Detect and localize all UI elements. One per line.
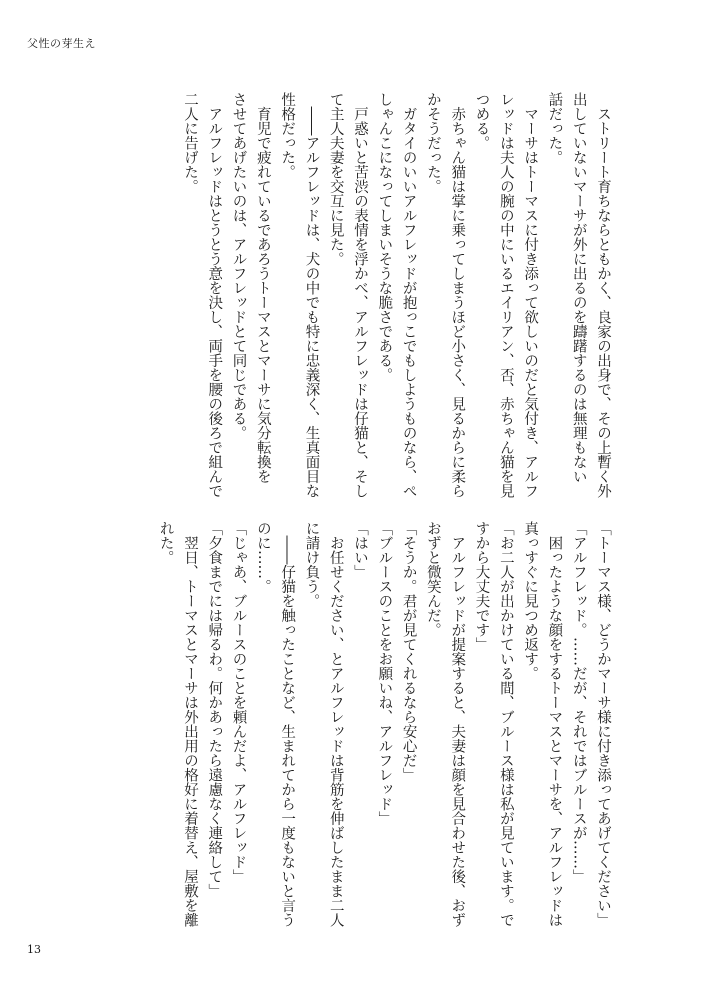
text-line: マーサはトーマスに付き添って欲しいのだと気付き、アルフ bbox=[522, 92, 539, 498]
text-line: ――仔猫を触ったことなど、生まれてから一度もないと言う bbox=[279, 521, 296, 927]
text-line: 「はい」 bbox=[352, 521, 369, 579]
text-line: 話だった。 bbox=[546, 92, 563, 165]
text-line: 「アルフレッド。……だが、それではブルースが……」 bbox=[570, 521, 587, 884]
text-line: アルフレッドはとうとう意を決し、両手を腰の後ろで組んで bbox=[206, 92, 223, 498]
lower-text-block bbox=[80, 521, 615, 927]
text-line: お任せください、とアルフレッドは背筋を伸ばしたまま二人 bbox=[327, 521, 344, 927]
text-line: に請け負う。 bbox=[303, 521, 320, 608]
text-line: 赤ちゃん猫は掌に乗ってしまうほど小さく、見るからに柔ら bbox=[449, 92, 466, 498]
upper-text-block bbox=[80, 92, 615, 498]
text-line: 翌日、トーマスとマーサは外出用の格好に着替え、屋敷を離 bbox=[181, 521, 198, 927]
text-line: させてあげたいのは、アルフレッドとて同じである。 bbox=[230, 92, 247, 440]
text-line: レッドは夫人の腕の中にいるエイリアン、否、赤ちゃん猫を見 bbox=[497, 92, 514, 498]
text-line: 育児で疲れているであろうトーマスとマーサに気分転換を bbox=[254, 92, 271, 484]
text-line: のに……。 bbox=[254, 521, 271, 594]
text-line: れた。 bbox=[157, 521, 174, 565]
text-line: ガタイのいいアルフレッドが抱っこでもしようものなら、ぺ bbox=[400, 92, 417, 498]
text-line: つめる。 bbox=[473, 92, 490, 150]
text-line: 性格だった。 bbox=[279, 92, 296, 179]
text-line: 二人に告げた。 bbox=[181, 92, 198, 194]
running-head-title: 父性の芽生え bbox=[27, 37, 96, 50]
text-line: 「お二人が出かけている間、ブルース様は私が見ています。で bbox=[497, 521, 514, 927]
text-line: すから大丈夫です」 bbox=[473, 521, 490, 652]
text-line: 「そうか。君が見てくれるなら安心だ」 bbox=[400, 521, 417, 782]
text-line: て主人夫妻を交互に見た。 bbox=[327, 92, 344, 266]
text-line: 「じゃあ、ブルースのことを頼んだよ、アルフレッド」 bbox=[230, 521, 247, 884]
text-line: アルフレッドが提案すると、夫妻は顔を見合わせた後、おず bbox=[449, 521, 466, 927]
text-line: 戸惑いと苦渋の表情を浮かべ、アルフレッドは仔猫と、そし bbox=[352, 92, 369, 498]
text-line: ――アルフレッドは、犬の中でも特に忠義深く、生真面目な bbox=[303, 92, 320, 498]
text-line: 困ったような顔をするトーマスとマーサを、アルフレッドは bbox=[546, 521, 563, 927]
text-line: かそうだった。 bbox=[424, 92, 441, 194]
text-line: しゃんこになってしまいそうな脆さである。 bbox=[376, 92, 393, 382]
page-number: 13 bbox=[27, 943, 41, 956]
text-line: 出していないマーサが外に出るのを躊躇するのは無理もない bbox=[570, 92, 587, 484]
text-line: ストリート育ちならともかく、良家の出身で、その上暫く外 bbox=[595, 92, 611, 498]
text-line: 真っすぐに見つめ返す。 bbox=[522, 521, 539, 681]
text-line: 「ブルースのことをお願いね、アルフレッド」 bbox=[376, 521, 393, 826]
text-line: 「夕食までには帰るわ。何かあったら遠慮なく連絡して」 bbox=[206, 521, 223, 898]
text-line: 「トーマス様、どうかマーサ様に付き添ってあげてください」 bbox=[595, 521, 611, 927]
text-line: おずと微笑んだ。 bbox=[424, 521, 441, 637]
